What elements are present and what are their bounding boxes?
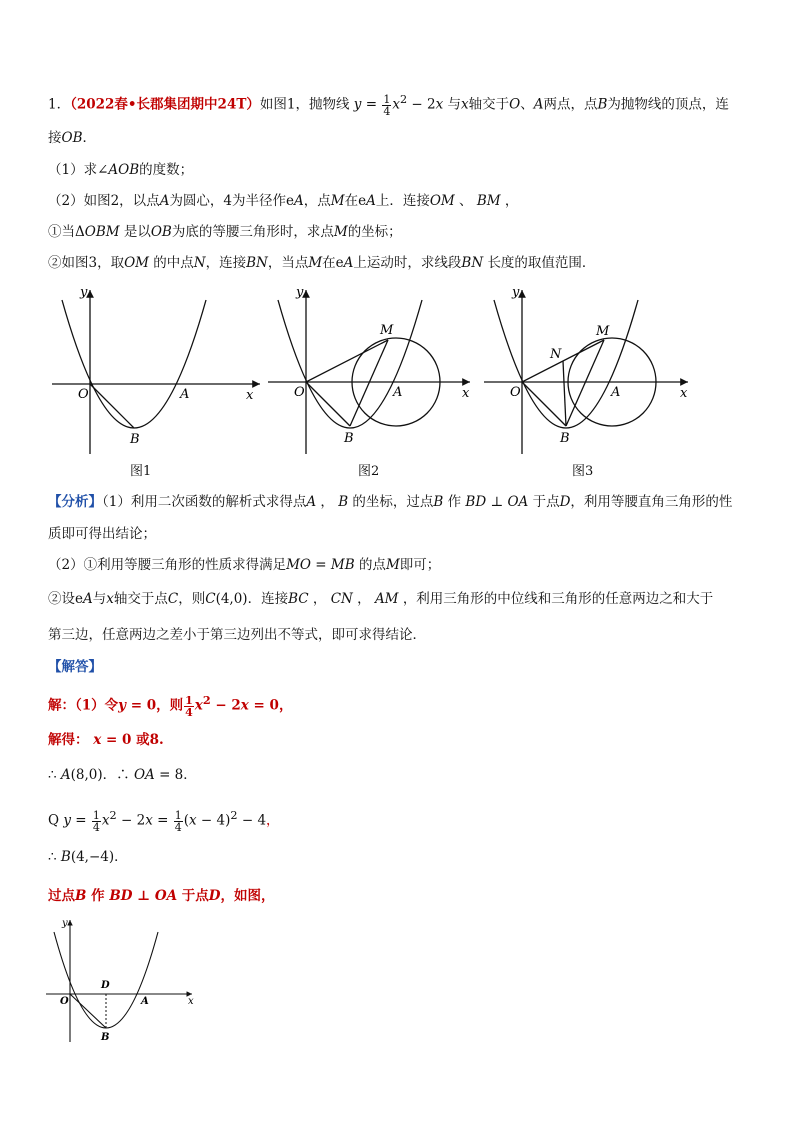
figure-2 — [264, 282, 484, 462]
solution-line-5: ∴ B(4,−4)． — [48, 849, 128, 865]
problem-line-2: 接OB． — [48, 130, 96, 146]
label-y: y — [296, 285, 304, 300]
question-2-ii: ②如图3，取OM 的中点N，连接BN，当点M在eA上运动时，求线段BN 长度的取值范围． — [48, 255, 596, 271]
problem-number: 1． — [48, 96, 71, 113]
analysis-heading: 【分析】 — [48, 494, 102, 510]
caption-figure-1: 图1 — [130, 464, 152, 479]
label-M: M — [596, 324, 610, 339]
question-1: （1）求∠AOB的度数； — [48, 162, 194, 178]
label-B: B — [101, 1032, 110, 1043]
segment-OB — [90, 384, 134, 428]
question-2: （2）如图2，以点A为圆心，4为半径作eA，点M在eA上．连接OM 、 BM ， — [48, 193, 519, 209]
segment-BN — [563, 361, 566, 426]
parabola — [494, 300, 638, 428]
analysis-line-1: 【分析】（1）利用二次函数的解析式求得点A ， B 的坐标，过点B 作 BD ⊥ OA 于点D，利用等腰直角三角形的性 — [48, 494, 733, 510]
segment-BM — [566, 340, 604, 426]
solution-line-3: ∴ A(8,0)．∴ OA = 8． — [48, 767, 197, 783]
label-A: A — [393, 385, 403, 400]
question-2-i: ①当ΔOBM 是以OB为底的等腰三角形时，求点M的坐标； — [48, 224, 402, 240]
solution-line-2: 解得： x = 0 或8. — [48, 732, 164, 748]
solution-figure — [42, 912, 202, 1047]
analysis-line-5: 第三边，任意两边之差小于第三边列出不等式，即可求得结论． — [48, 627, 426, 643]
segment-BM — [350, 340, 388, 426]
figure-3 — [480, 282, 700, 462]
segment-OB — [70, 994, 106, 1028]
label-B: B — [344, 431, 354, 446]
label-x: x — [680, 386, 688, 401]
caption-figure-2: 图2 — [358, 464, 380, 479]
label-B: B — [560, 431, 570, 446]
segment-OB — [522, 382, 566, 426]
label-O: O — [294, 385, 305, 400]
label-y: y — [80, 285, 88, 300]
solution-line-6: 过点B 作 BD ⊥ OA 于点D，如图， — [48, 888, 275, 904]
segment-OB — [306, 382, 350, 426]
parabola — [62, 300, 206, 428]
label-x: x — [188, 996, 194, 1007]
solution-line-4: Q y = $\frac{1}{4}$ $x^2 - 2x$ = $\frac{1}{4}$ $(x - 4)^2 - 4$， — [48, 808, 280, 834]
segment-OM — [306, 340, 388, 382]
solution-heading: 【解答】 — [48, 659, 102, 675]
label-O: O — [60, 996, 69, 1007]
label-O: O — [78, 387, 89, 402]
figure-1 — [48, 282, 268, 462]
label-y: y — [62, 918, 68, 929]
label-D: D — [101, 980, 110, 991]
solution-line-1: 解：（1）令y = 0，则 $\frac{1}{4}$ $x^2 - 2x = 0$， — [48, 693, 293, 719]
label-A: A — [180, 387, 190, 402]
analysis-line-3: （2）①利用等腰三角形的性质求得满足MO = MB 的点M即可； — [48, 557, 441, 573]
label-A: A — [611, 385, 621, 400]
label-x: x — [462, 386, 470, 401]
label-x: x — [246, 388, 254, 403]
problem-source: （2022春•长郡集团期中24T） — [70, 96, 260, 113]
analysis-line-4: ②设eA与x轴交于点C，则C(4,0)．连接BC ， CN ， AM ，利用三角形的中位线和三角形的任意两边之和大于 — [48, 591, 714, 607]
label-A: A — [141, 996, 149, 1007]
parabola — [278, 300, 422, 428]
label-B: B — [130, 432, 140, 447]
analysis-line-2: 质即可得出结论； — [48, 526, 156, 542]
label-N: N — [550, 347, 562, 362]
problem-line-1: 1．（2022春•长郡集团期中24T）如图1，抛物线 y = $\frac{1}{4}$ $x^2 - 2x$ 与x轴交于O、A两点，点B为抛物线的顶点，连 — [48, 92, 729, 118]
label-O: O — [510, 385, 521, 400]
caption-figure-3: 图3 — [572, 464, 594, 479]
solution-heading-line — [48, 657, 102, 677]
label-y: y — [512, 285, 520, 300]
label-M: M — [380, 323, 394, 338]
